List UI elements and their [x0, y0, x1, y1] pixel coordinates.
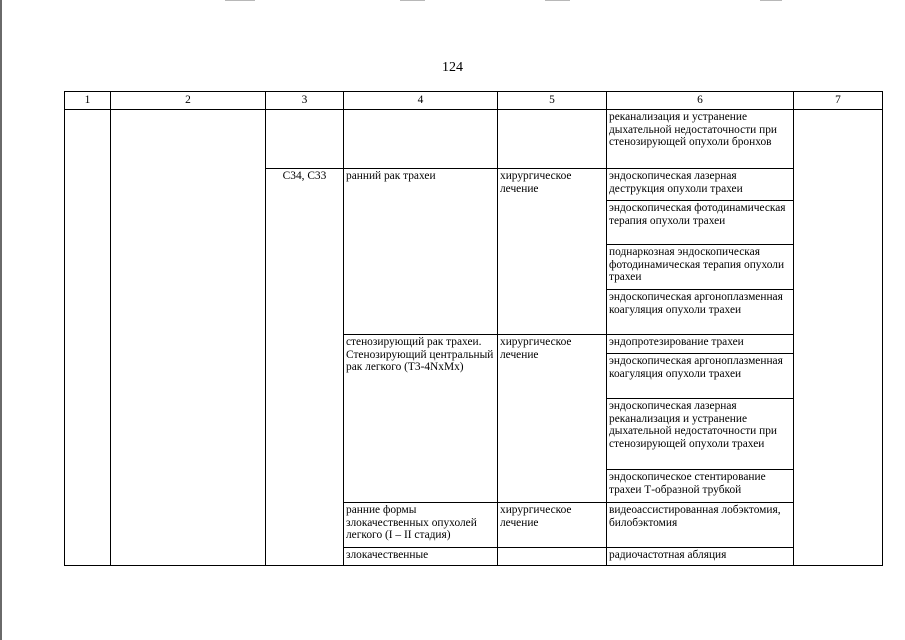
method-cell: видеоассистированная лобэктомия, билобэктомия [607, 503, 794, 548]
column-header: 4 [344, 92, 498, 110]
treatment-table [64, 91, 883, 566]
column-header: 7 [794, 92, 883, 110]
treatment-cell: хирургическое лечение [498, 169, 607, 335]
treatment-cell: хирургическое лечение [498, 503, 607, 548]
page-number: 124 [442, 60, 463, 75]
method-cell: поднаркозная эндоскопическая фотодинамическая терапия опухоли трахеи [607, 245, 794, 290]
column-header: 6 [607, 92, 794, 110]
treatment-cell [498, 548, 607, 566]
method-cell: эндопротезирование трахеи [607, 335, 794, 354]
condition-cell: злокачественные [344, 548, 498, 566]
condition-cell: ранние формы злокачественных опухолей легкого (I – II стадия) [344, 503, 498, 548]
condition-cell: ранний рак трахеи [344, 169, 498, 335]
treatment-cell: хирургическое лечение [498, 335, 607, 503]
method-cell: эндоскопическая аргоноплазменная коагуляция опухоли трахеи [607, 354, 794, 399]
condition-cell [344, 110, 498, 169]
table-row [65, 110, 883, 169]
scan-top-marks [0, 0, 905, 3]
method-cell: радиочастотная абляция [607, 548, 794, 566]
column-header: 2 [111, 92, 266, 110]
method-cell: эндоскопическая фотодинамическая терапия опухоли трахеи [607, 201, 794, 245]
table-header-row [65, 92, 883, 110]
column-3-cell [266, 110, 344, 169]
column-header: 1 [65, 92, 111, 110]
method-cell: эндоскопическое стентирование трахеи Т-образной трубкой [607, 470, 794, 503]
code-cell: C34, C33 [266, 169, 344, 566]
method-cell: эндоскопическая аргоноплазменная коагуляция опухоли трахеи [607, 290, 794, 335]
column-7-cell [794, 110, 883, 566]
column-header: 3 [266, 92, 344, 110]
method-cell: эндоскопическая лазерная деструкция опухоли трахеи [607, 169, 794, 201]
method-cell: реканализация и устранение дыхательной недостаточности при стенозирующей опухоли бронхов [607, 110, 794, 169]
column-2-cell [111, 110, 266, 566]
condition-cell: стенозирующий рак трахеи. Стенозирующий центральный рак легкого (T3-4NxMx) [344, 335, 498, 503]
scan-left-edge [0, 0, 2, 640]
method-cell: эндоскопическая лазерная реканализация и устранение дыхательной недостаточности при стенозирующей опухоли трахеи [607, 399, 794, 470]
column-1-cell [65, 110, 111, 566]
column-header: 5 [498, 92, 607, 110]
treatment-cell [498, 110, 607, 169]
